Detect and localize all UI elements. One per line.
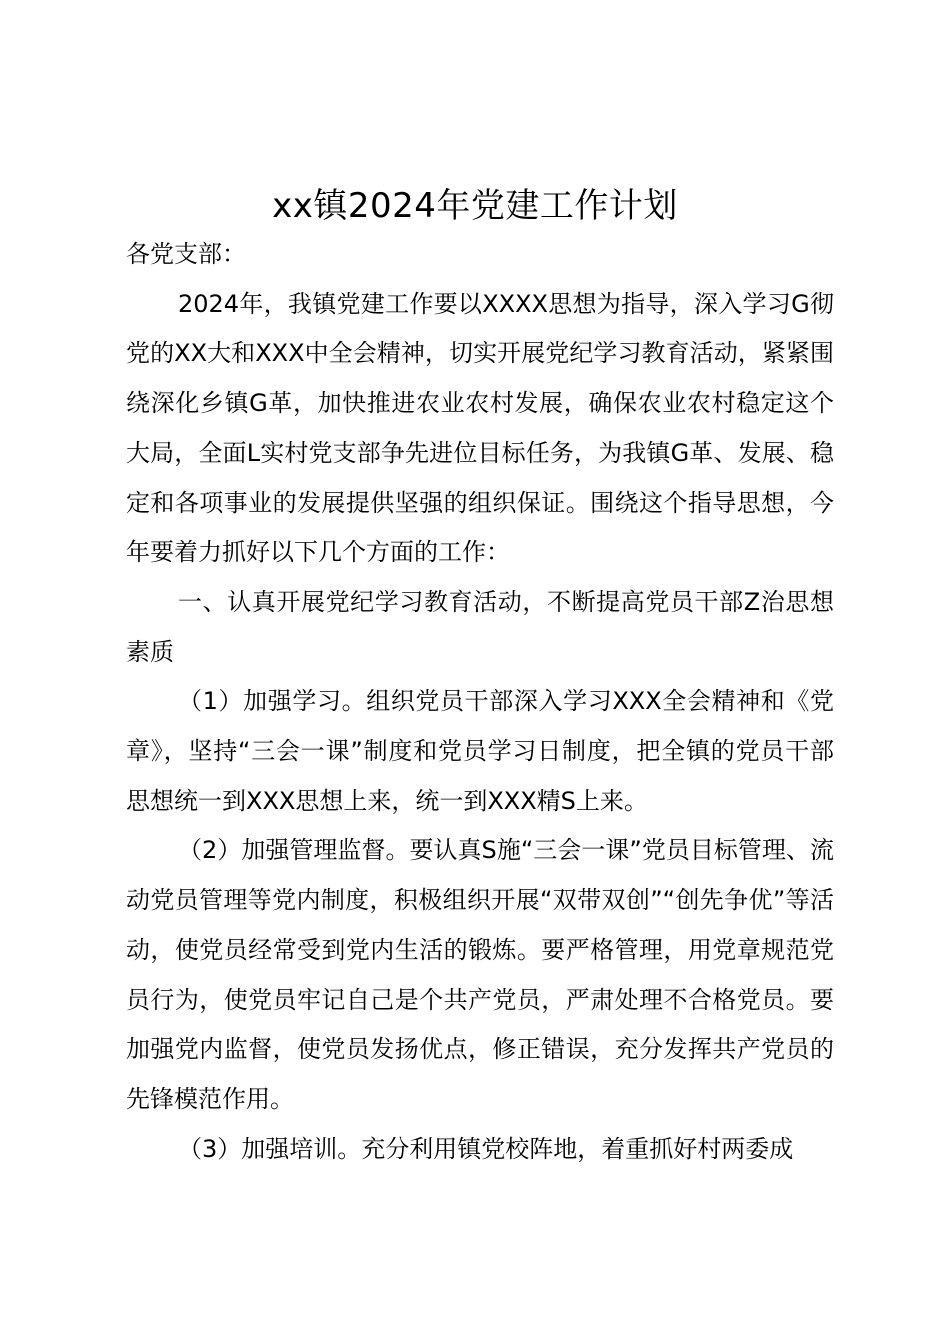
paragraph-item-2: （2）加强管理监督。要认真S施“三会一课”党员目标管理、流动党员管理等党内制度，积极组织开展“双带双创”“创先争优”等活动，使党员经常受到党内生活的锻炼。要严格管理，用党章规范党员行为，使党员牢记自己是个共产党员，严肃处理不合格党员。要加强党内监督，使党员发扬优点，修正错误，充分发挥共产党员的先锋模范作用。 xyxy=(126,836,834,1113)
salutation: 各党支部： xyxy=(126,240,246,268)
paragraph-intro: 2024年，我镇党建工作要以XXXX思想为指导，深入学习G彻党的XX大和XXX中全会精神，切实开展党纪学习教育活动，紧紧围绕深化乡镇G革，加快推进农业农村发展，确保农业农村稳定这个大局，全面L实村党支部争先进位目标任务，为我镇G革、发展、稳定和各项事业的发展提供坚强的组织保证。围绕这个指导思想，今年要着力抓好以下几个方面的工作： xyxy=(126,289,834,567)
paragraph-item-3: （3）加强培训。充分利用镇党校阵地，着重抓好村两委成 xyxy=(178,1134,794,1163)
document-body xyxy=(126,230,834,1174)
document-title: xx镇2024年党建工作计划 xyxy=(272,186,678,226)
paragraph-item-1: （1）加强学习。组织党员干部深入学习XXX全会精神和《党章》，坚持“三会一课”制度和党员学习日制度，把全镇的党员干部思想统一到XXX思想上来，统一到XXX精S上来。 xyxy=(126,687,834,815)
section-heading-1: 一、认真开展党纪学习教育活动，不断提高党员干部Z治思想素质 xyxy=(126,587,834,666)
